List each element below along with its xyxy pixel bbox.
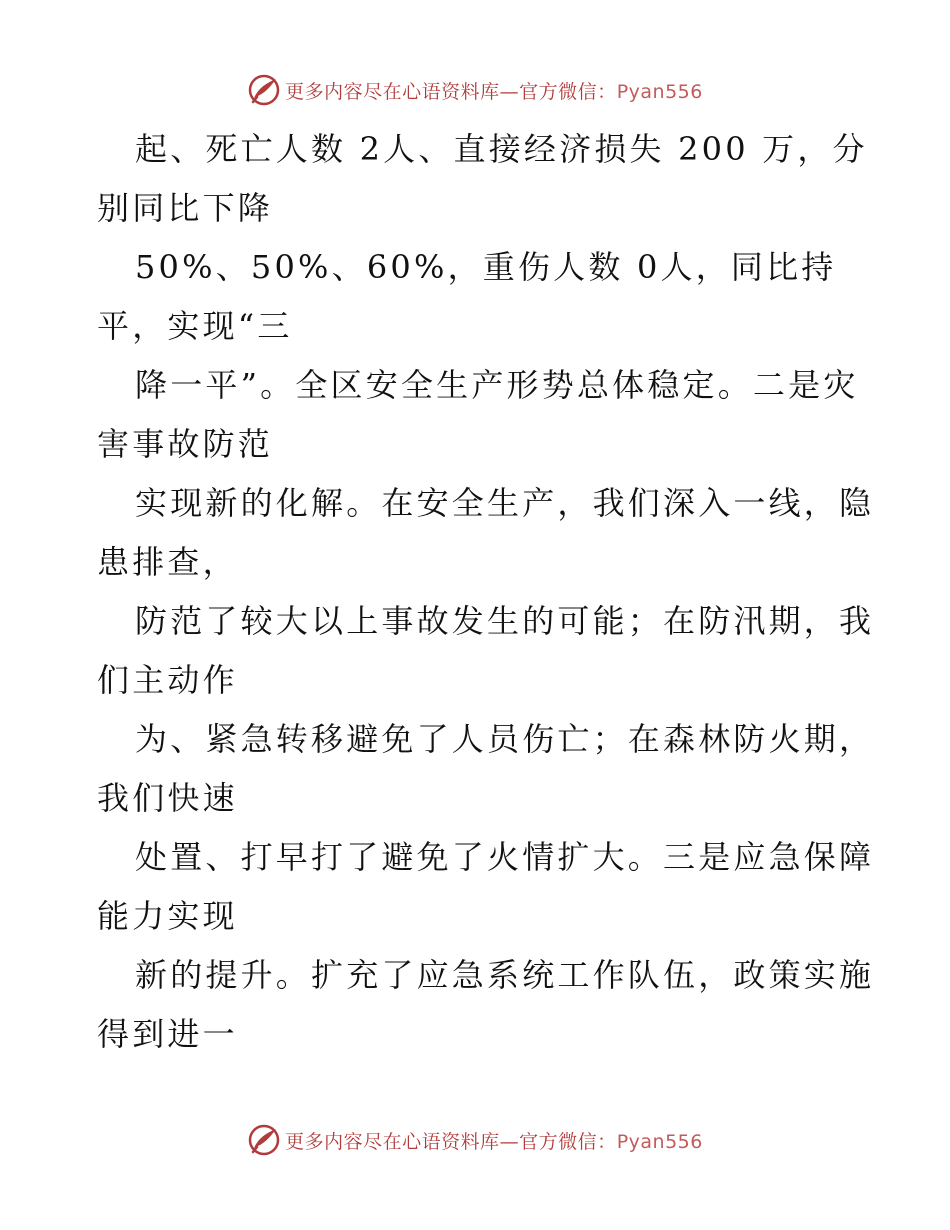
footer-wechat-id: Pyan556	[616, 1130, 703, 1153]
text-line: 为、紧急转移避免了人员伤亡；在森林防火期，	[135, 720, 875, 758]
footer-banner	[0, 1120, 950, 1160]
pen-logo-icon	[247, 1123, 281, 1157]
text-line: 防范了较大以上事故发生的可能；在防汛期，我	[135, 602, 875, 640]
text-line: 50%、50%、60%，重伤人数 0人，同比持	[135, 248, 837, 286]
text-line: 降一平”。全区安全生产形势总体稳定。二是灾	[135, 366, 859, 404]
text-line: 处置、打早打了避免了火情扩大。三是应急保障	[135, 838, 875, 876]
text-line: 得到进一	[97, 1015, 238, 1053]
text-line: 实现新的化解。在安全生产，我们深入一线，隐	[135, 484, 875, 522]
text-line: 平，实现“三	[97, 307, 293, 345]
document-body	[97, 120, 875, 1064]
text-line: 害事故防范	[97, 425, 274, 463]
header-banner	[0, 70, 950, 110]
footer-brand-text: 更多内容尽在心语资料库	[285, 1130, 500, 1153]
text-line: 我们快速	[97, 779, 238, 817]
header-brand-text: 更多内容尽在心语资料库	[285, 80, 500, 103]
text-line: 别同比下降	[97, 189, 274, 227]
footer-wechat-label: 官方微信：	[519, 1130, 617, 1153]
text-line: 患排查，	[97, 543, 238, 581]
header-wechat-label: 官方微信：	[519, 80, 617, 103]
pen-logo-icon	[247, 73, 281, 107]
text-line: 新的提升。扩充了应急系统工作队伍，政策实施	[135, 956, 875, 994]
text-line: 们主动作	[97, 661, 238, 699]
header-text	[285, 77, 703, 104]
footer-dash: —	[499, 1130, 520, 1153]
footer-text	[285, 1127, 703, 1154]
header-wechat-id: Pyan556	[616, 80, 703, 103]
text-line: 能力实现	[97, 897, 238, 935]
text-line: 起、死亡人数 2人、直接经济损失 200 万，分	[135, 130, 868, 168]
header-dash: —	[499, 80, 520, 103]
